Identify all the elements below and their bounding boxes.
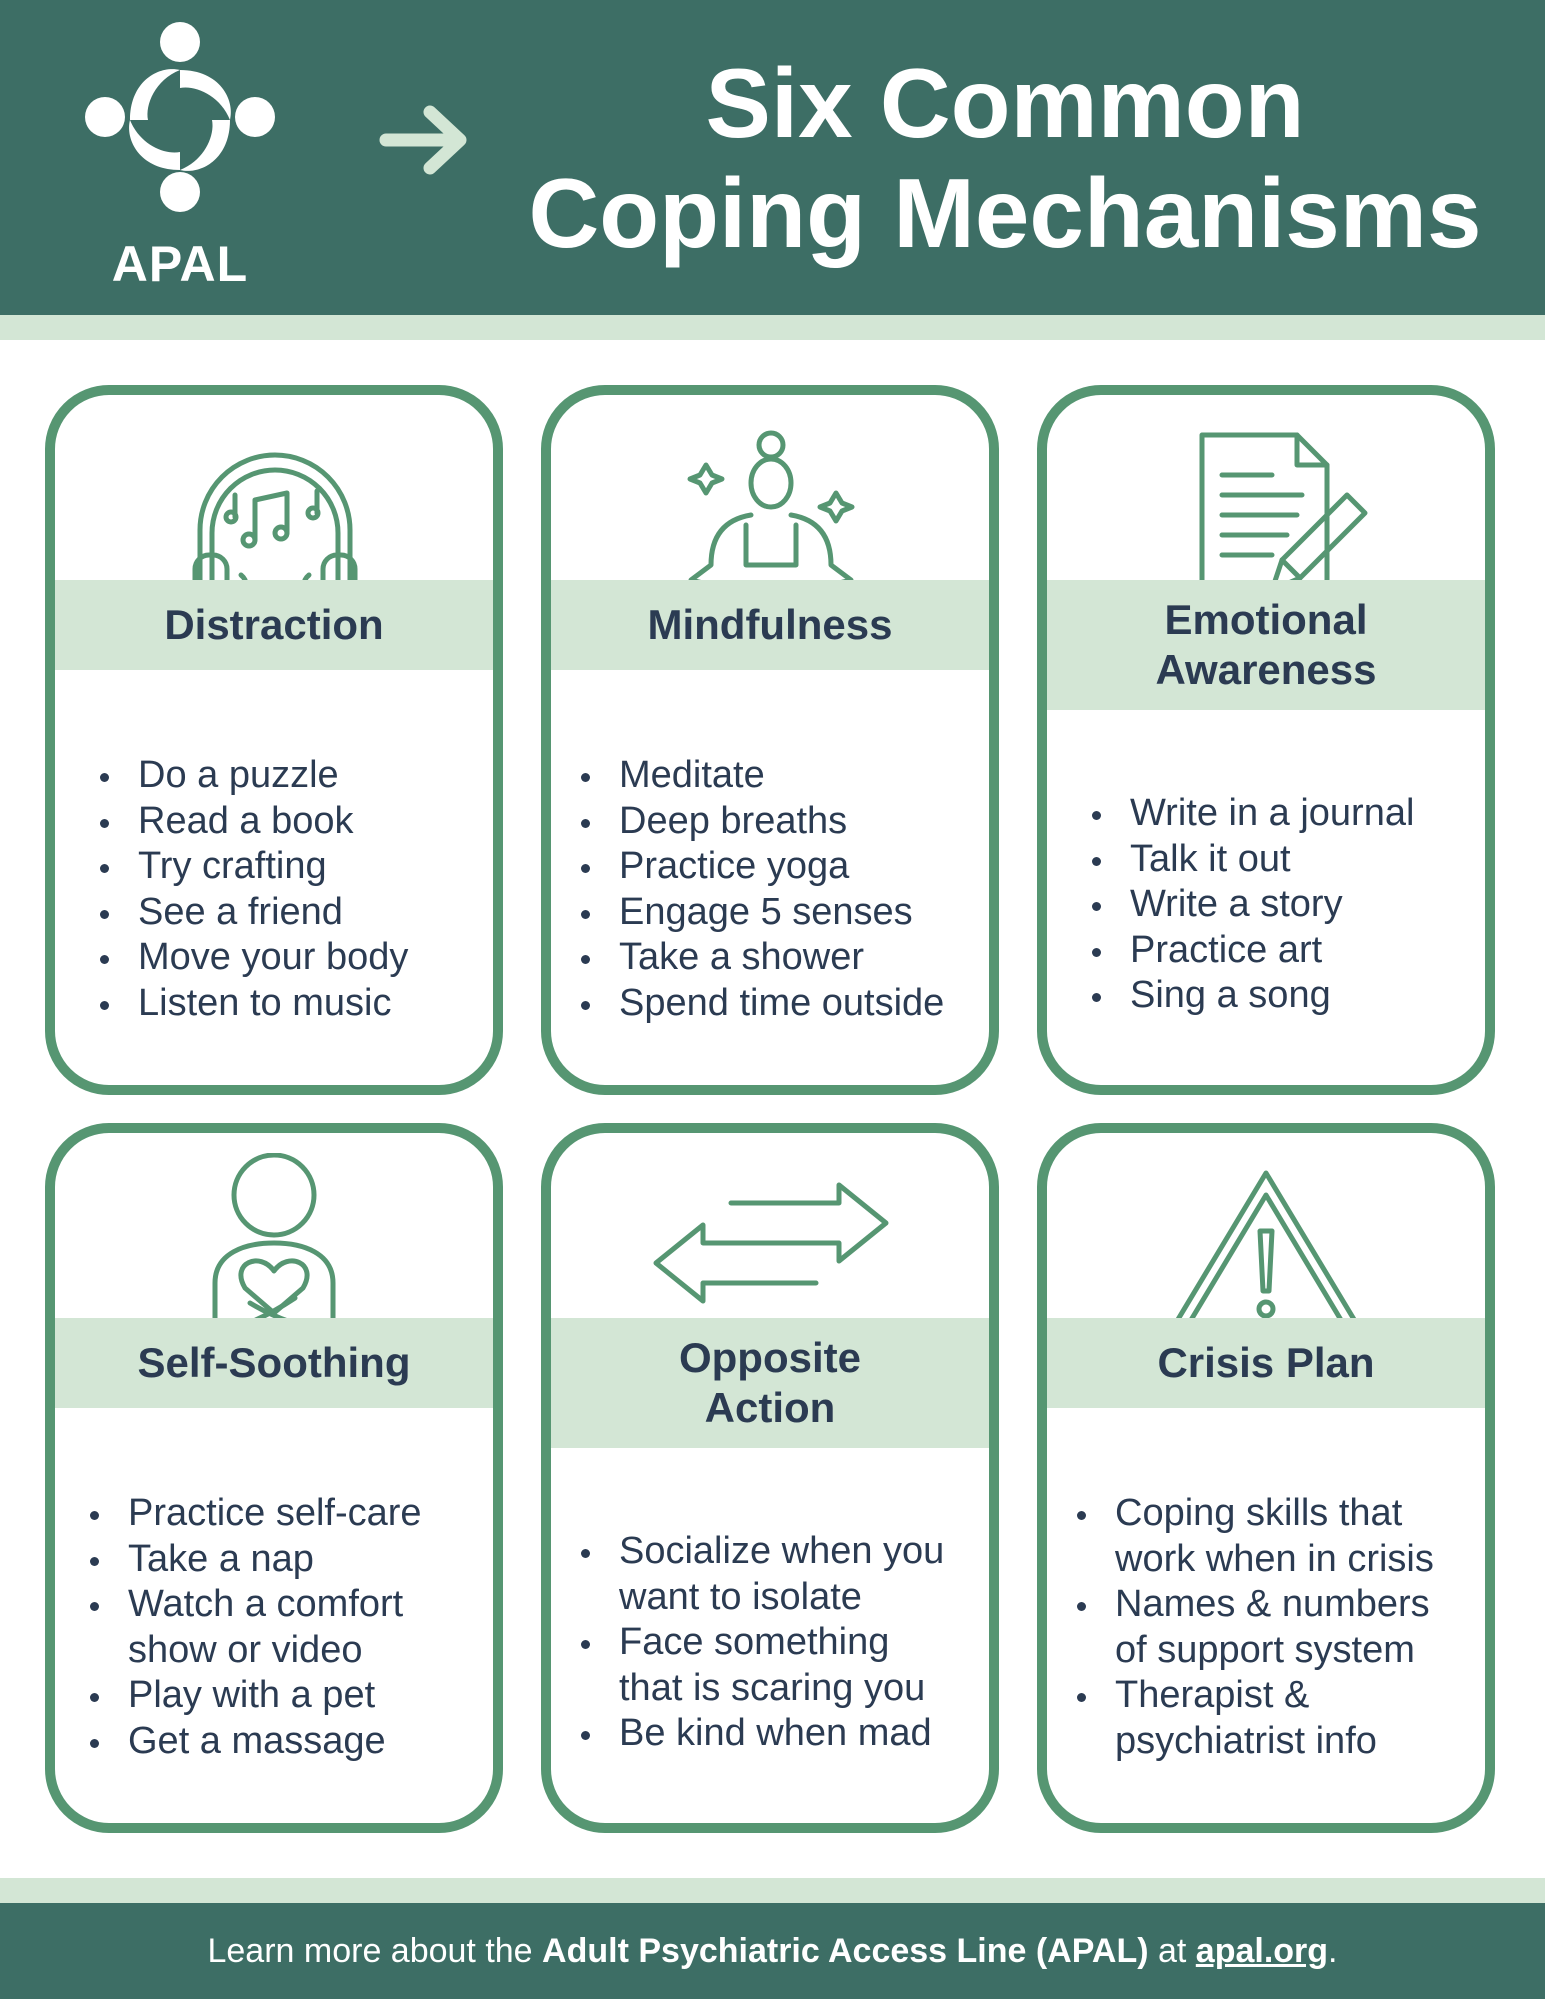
list-item: Write a story xyxy=(1092,882,1414,928)
list-item-line: work when in crisis xyxy=(1115,1537,1434,1580)
list-item: Listen to music xyxy=(100,981,408,1027)
card-heading xyxy=(551,1318,989,1448)
list-item: Practice yoga xyxy=(581,844,944,890)
list-item: Talk it out xyxy=(1092,837,1414,883)
list-item: See a friend xyxy=(100,890,408,936)
list-item xyxy=(1077,1582,1434,1673)
list-item: Try crafting xyxy=(100,844,408,890)
list-item: Be kind when mad xyxy=(581,1711,944,1757)
list-item xyxy=(581,1529,944,1620)
apal-logo-icon xyxy=(70,20,290,230)
title-line-1: Six Common xyxy=(705,48,1305,158)
list-item: Write in a journal xyxy=(1092,791,1414,837)
footer-accent-stripe xyxy=(0,1878,1545,1903)
list-item-line: show or video xyxy=(128,1628,363,1671)
card-heading-line-1: Opposite xyxy=(678,1334,861,1381)
card-list xyxy=(1092,791,1414,1019)
card-list xyxy=(581,753,944,1026)
list-item: Practice self-care xyxy=(90,1491,422,1537)
footer-prefix: Learn more about the xyxy=(207,1932,543,1970)
header-banner xyxy=(0,0,1545,315)
list-item-line: Names & numbers xyxy=(1115,1583,1430,1625)
card-self-soothing xyxy=(45,1123,503,1833)
list-item: Practice art xyxy=(1092,928,1414,974)
header-accent-stripe xyxy=(0,315,1545,340)
list-item xyxy=(1077,1673,1434,1764)
card-list xyxy=(581,1529,944,1757)
list-item-line: of support system xyxy=(1115,1628,1415,1671)
list-item-line: Face something xyxy=(619,1621,890,1663)
page-title xyxy=(505,48,1505,268)
list-item: Take a nap xyxy=(90,1537,422,1583)
arrow-right-icon xyxy=(378,100,473,180)
card-heading-line-2: Awareness xyxy=(1155,646,1377,693)
card-heading-line-2: Action xyxy=(704,1384,836,1431)
card-heading xyxy=(1047,580,1485,710)
logo-text: APAL xyxy=(111,236,249,292)
list-item: Engage 5 senses xyxy=(581,890,944,936)
list-item: Take a shower xyxy=(581,935,944,981)
list-item: Spend time outside xyxy=(581,981,944,1027)
card-list xyxy=(1077,1491,1434,1764)
card-list xyxy=(100,753,408,1026)
list-item xyxy=(581,1620,944,1711)
card-heading: Self-Soothing xyxy=(55,1318,493,1408)
list-item: Sing a song xyxy=(1092,973,1414,1019)
card-distraction xyxy=(45,385,503,1095)
list-item-line: that is scaring you xyxy=(619,1666,926,1709)
footer-suffix: . xyxy=(1328,1932,1338,1970)
card-emotional-awareness xyxy=(1037,385,1495,1095)
card-crisis-plan xyxy=(1037,1123,1495,1833)
list-item-line: Coping skills that xyxy=(1115,1492,1403,1534)
list-item: Move your body xyxy=(100,935,408,981)
card-opposite-action xyxy=(541,1123,999,1833)
list-item-line: psychiatrist info xyxy=(1115,1719,1377,1762)
card-list xyxy=(90,1491,422,1764)
title-line-2: Coping Mechanisms xyxy=(528,158,1482,268)
list-item-line: Watch a comfort xyxy=(128,1583,404,1625)
list-item: Do a puzzle xyxy=(100,753,408,799)
list-item xyxy=(1077,1491,1434,1582)
list-item xyxy=(90,1582,422,1673)
card-heading: Crisis Plan xyxy=(1047,1318,1485,1408)
list-item: Read a book xyxy=(100,799,408,845)
card-heading-line-1: Emotional xyxy=(1164,596,1368,643)
footer-website-link[interactable]: apal.org xyxy=(1195,1932,1329,1970)
card-heading: Distraction xyxy=(55,580,493,670)
list-item-line: Socialize when you xyxy=(619,1530,945,1572)
footer-middle: at xyxy=(1148,1932,1196,1970)
apal-logo xyxy=(70,20,290,290)
list-item: Meditate xyxy=(581,753,944,799)
list-item: Get a massage xyxy=(90,1719,422,1765)
footer-org-name: Adult Psychiatric Access Line (APAL) xyxy=(542,1932,1149,1970)
list-item-line: Therapist & xyxy=(1115,1674,1310,1716)
list-item-line: want to isolate xyxy=(619,1575,862,1618)
footer-banner xyxy=(0,1903,1545,1999)
card-heading: Mindfulness xyxy=(551,580,989,670)
card-mindfulness xyxy=(541,385,999,1095)
list-item: Deep breaths xyxy=(581,799,944,845)
list-item: Play with a pet xyxy=(90,1673,422,1719)
